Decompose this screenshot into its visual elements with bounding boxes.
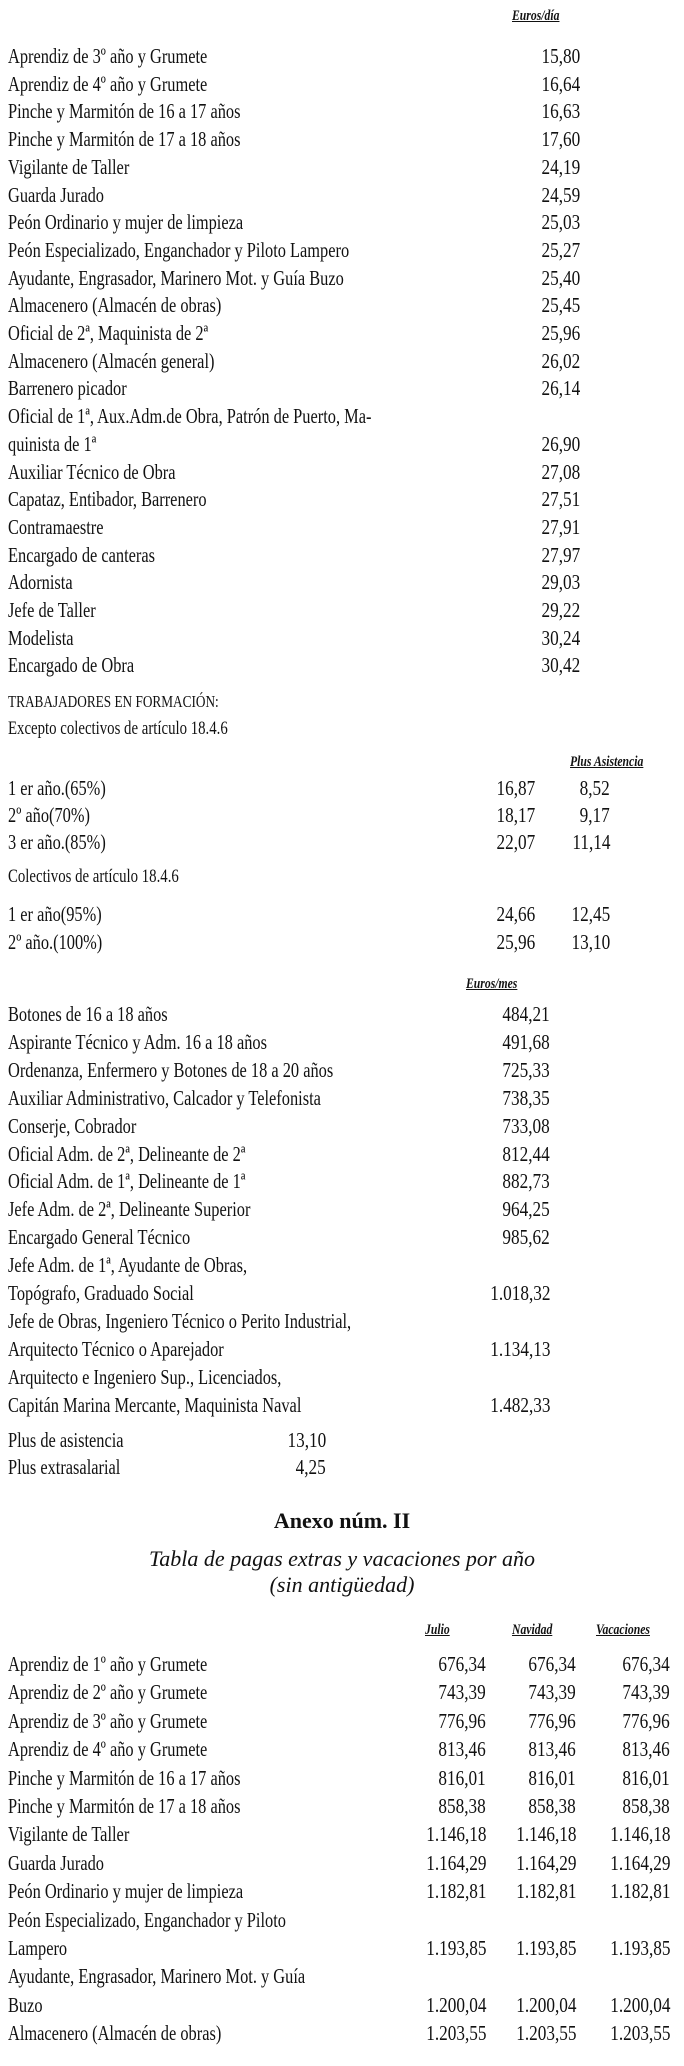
row-julio: 1.200,04	[425, 1992, 486, 2017]
row-value: 484,21	[502, 1002, 550, 1026]
row-value: 25,40	[541, 265, 580, 290]
row-plus: 13,10	[571, 930, 610, 954]
row-value: 733,08	[502, 1113, 550, 1138]
row-navidad: 816,01	[528, 1765, 576, 1790]
row-value: 17,60	[541, 127, 580, 152]
plus-asistencia-header: Plus Asistencia	[570, 754, 644, 770]
row-label: Encargado General Técnico	[8, 1225, 191, 1250]
row-julio: 858,38	[438, 1794, 486, 1818]
row-label: Aprendiz de 3º año y Grumete	[8, 1708, 208, 1733]
row-value: 1.482,33	[489, 1392, 550, 1417]
row-value: 985,62	[502, 1225, 550, 1250]
row-label: Vigilante de Taller	[8, 154, 130, 179]
row-label: Ordenanza, Enfermero y Botones de 18 a 20 años	[8, 1057, 334, 1082]
annex-subtitle-2: (sin antigüedad)	[269, 1572, 415, 1597]
formacion-sub2: Colectivos de artículo 18.4.6	[8, 866, 179, 887]
row-value: 27,91	[541, 514, 580, 539]
row-label: Aprendiz de 4º año y Grumete	[8, 1737, 208, 1762]
row-navidad: 813,46	[528, 1737, 576, 1762]
row-value: 22,07	[496, 830, 535, 854]
row-navidad: 858,38	[528, 1794, 576, 1818]
row-label: 2º año(70%)	[8, 803, 90, 827]
row-julio: 676,34	[438, 1652, 486, 1676]
row-label: Arquitecto Técnico o Aparejador	[8, 1336, 224, 1361]
row-label: Jefe Adm. de 2ª, Delineante Superior	[8, 1197, 251, 1222]
row-value: 13,10	[287, 1428, 326, 1452]
row-label: Aprendiz de 1º año y Grumete	[8, 1652, 208, 1676]
row-label: Oficial de 1ª, Aux.Adm.de Obra, Patrón de Puerto, Ma-	[8, 404, 372, 429]
row-plus: 12,45	[571, 902, 610, 926]
row-value: 4,25	[295, 1455, 326, 1479]
row-julio: 1.146,18	[425, 1822, 486, 1847]
row-value: 30,24	[541, 625, 580, 650]
row-julio: 1.193,85	[425, 1936, 486, 1960]
row-value: 1.134,13	[489, 1336, 550, 1361]
row-label: Aprendiz de 3º año y Grumete	[8, 44, 208, 68]
row-value: 26,90	[541, 431, 580, 456]
row-label: Modelista	[8, 625, 74, 650]
row-label: Peón Ordinario y mujer de limpieza	[8, 1879, 244, 1904]
row-label: Conserje, Cobrador	[8, 1113, 137, 1138]
row-julio: 1.203,55	[425, 2021, 486, 2046]
row-value: 24,59	[541, 182, 580, 207]
row-label: quinista de 1ª	[8, 431, 97, 456]
row-navidad: 1.200,04	[515, 1992, 576, 2017]
row-value: 26,14	[541, 376, 580, 401]
row-navidad: 776,96	[528, 1708, 576, 1733]
row-label: Ayudante, Engrasador, Marinero Mot. y Guía Buzo	[8, 265, 344, 290]
row-value: 24,19	[541, 154, 580, 179]
row-value: 882,73	[502, 1169, 550, 1194]
row-vacaciones: 1.193,85	[609, 1936, 670, 1960]
row-label: 1 er año(95%)	[8, 902, 102, 926]
row-vacaciones: 1.200,04	[609, 1992, 670, 2017]
row-label: Jefe Adm. de 1ª, Ayudante de Obras,	[8, 1253, 248, 1278]
row-navidad: 1.146,18	[515, 1822, 576, 1847]
row-value: 25,96	[541, 321, 580, 345]
row-value: 738,35	[502, 1085, 550, 1110]
row-value: 26,02	[541, 348, 580, 373]
row-label: Jefe de Obras, Ingeniero Técnico o Perito Industrial,	[8, 1308, 352, 1333]
row-label: Almacenero (Almacén general)	[8, 348, 215, 373]
row-label: Almacenero (Almacén de obras)	[8, 2021, 222, 2046]
row-label: Adornista	[8, 570, 73, 595]
row-label: Guarda Jurado	[8, 1850, 104, 1875]
row-label: 1 er año.(65%)	[8, 776, 106, 800]
annex-subtitle-1: Tabla de pagas extras y vacaciones por año	[149, 1546, 535, 1571]
row-value: 27,97	[541, 542, 580, 567]
row-label: Pinche y Marmitón de 16 a 17 años	[8, 1765, 241, 1790]
row-label: Botones de 16 a 18 años	[8, 1002, 168, 1026]
row-value: 725,33	[502, 1057, 550, 1082]
row-label: Encargado de Obra	[8, 653, 135, 678]
formacion-heading: TRABAJADORES EN FORMACIÓN:	[8, 692, 219, 711]
row-vacaciones: 776,96	[622, 1708, 670, 1733]
row-label: Ayudante, Engrasador, Marinero Mot. y Guía	[8, 1964, 306, 1989]
row-value: 30,42	[541, 653, 580, 678]
row-navidad: 1.182,81	[515, 1879, 576, 1904]
row-value: 24,66	[496, 902, 535, 926]
row-label: Oficial de 2ª, Maquinista de 2ª	[8, 321, 209, 345]
row-julio: 776,96	[438, 1708, 486, 1733]
row-label: Vigilante de Taller	[8, 1822, 130, 1847]
row-julio: 816,01	[438, 1765, 486, 1790]
row-label: 3 er año.(85%)	[8, 830, 106, 854]
row-label: Buzo	[8, 1992, 43, 2017]
row-navidad: 1.164,29	[515, 1850, 576, 1875]
row-label: Oficial Adm. de 2ª, Delineante de 2ª	[8, 1141, 246, 1166]
row-label: Pinche y Marmitón de 16 a 17 años	[8, 99, 241, 124]
row-vacaciones: 1.182,81	[609, 1879, 670, 1904]
row-vacaciones: 1.146,18	[609, 1822, 670, 1847]
row-vacaciones: 858,38	[622, 1794, 670, 1818]
row-label: Auxiliar Técnico de Obra	[8, 459, 176, 484]
row-plus: 9,17	[579, 803, 610, 827]
row-label: Encargado de canteras	[8, 542, 156, 567]
annex-header-vacaciones: Vacaciones	[596, 1622, 650, 1638]
row-plus: 8,52	[579, 776, 610, 800]
row-value: 1.018,32	[489, 1281, 550, 1305]
row-value: 25,27	[541, 237, 580, 262]
row-label: Peón Ordinario y mujer de limpieza	[8, 210, 244, 235]
row-value: 27,51	[541, 487, 580, 512]
row-navidad: 1.193,85	[515, 1936, 576, 1960]
row-label: Barrenero picador	[8, 376, 127, 401]
row-label: Capataz, Entibador, Barrenero	[8, 487, 207, 512]
annex-title: Anexo núm. II	[273, 1508, 411, 1533]
row-value: 491,68	[502, 1029, 550, 1054]
table2-header: Euros/mes	[466, 976, 518, 992]
row-value: 15,80	[541, 44, 580, 68]
row-label: Arquitecto e Ingeniero Sup., Licenciados,	[8, 1364, 282, 1389]
row-vacaciones: 743,39	[622, 1680, 670, 1705]
row-label: Oficial Adm. de 1ª, Delineante de 1ª	[8, 1169, 246, 1194]
row-value: 27,08	[541, 459, 580, 484]
row-value: 812,44	[502, 1141, 550, 1166]
row-vacaciones: 1.164,29	[609, 1850, 670, 1875]
row-value: 16,87	[496, 776, 535, 800]
row-julio: 1.182,81	[425, 1879, 486, 1904]
row-navidad: 676,34	[528, 1652, 576, 1676]
annex-header-julio: Julio	[425, 1622, 450, 1638]
row-value: 16,63	[541, 99, 580, 124]
row-label: Topógrafo, Graduado Social	[8, 1281, 194, 1305]
row-vacaciones: 676,34	[622, 1652, 670, 1676]
row-label: Aprendiz de 2º año y Grumete	[8, 1680, 208, 1705]
row-label: Plus extrasalarial	[8, 1455, 121, 1479]
row-label: Peón Especializado, Enganchador y Piloto Lampero	[8, 237, 350, 262]
row-label: Pinche y Marmitón de 17 a 18 años	[8, 1794, 241, 1818]
row-label: 2º año.(100%)	[8, 930, 103, 954]
row-vacaciones: 1.203,55	[609, 2021, 670, 2046]
row-navidad: 1.203,55	[515, 2021, 576, 2046]
row-plus: 11,14	[571, 830, 610, 854]
row-julio: 813,46	[438, 1737, 486, 1762]
row-value: 29,03	[541, 570, 580, 595]
row-label: Capitán Marina Mercante, Maquinista Naval	[8, 1392, 302, 1417]
row-label: Lampero	[8, 1936, 68, 1960]
formacion-sub1: Excepto colectivos de artículo 18.4.6	[8, 718, 228, 739]
row-label: Plus de asistencia	[8, 1428, 124, 1452]
row-vacaciones: 816,01	[622, 1765, 670, 1790]
row-vacaciones: 813,46	[622, 1737, 670, 1762]
row-value: 964,25	[502, 1197, 550, 1222]
row-value: 16,64	[541, 71, 580, 96]
row-label: Aprendiz de 4º año y Grumete	[8, 71, 208, 96]
row-label: Jefe de Taller	[8, 598, 96, 622]
row-julio: 1.164,29	[425, 1850, 486, 1875]
row-value: 25,03	[541, 210, 580, 235]
row-value: 18,17	[496, 803, 535, 827]
table1-header: Euros/día	[512, 8, 560, 24]
row-value: 29,22	[541, 598, 580, 622]
row-julio: 743,39	[438, 1680, 486, 1705]
row-navidad: 743,39	[528, 1680, 576, 1705]
row-label: Guarda Jurado	[8, 182, 104, 207]
row-value: 25,96	[496, 930, 535, 954]
row-label: Pinche y Marmitón de 17 a 18 años	[8, 127, 241, 152]
row-label: Almacenero (Almacén de obras)	[8, 293, 222, 318]
row-label: Auxiliar Administrativo, Calcador y Telefonista	[8, 1085, 321, 1110]
annex-header-navidad: Navidad	[512, 1622, 553, 1638]
row-label: Contramaestre	[8, 514, 104, 539]
row-label: Aspirante Técnico y Adm. 16 a 18 años	[8, 1029, 267, 1054]
row-value: 25,45	[541, 293, 580, 318]
row-label: Peón Especializado, Enganchador y Piloto	[8, 1907, 286, 1932]
